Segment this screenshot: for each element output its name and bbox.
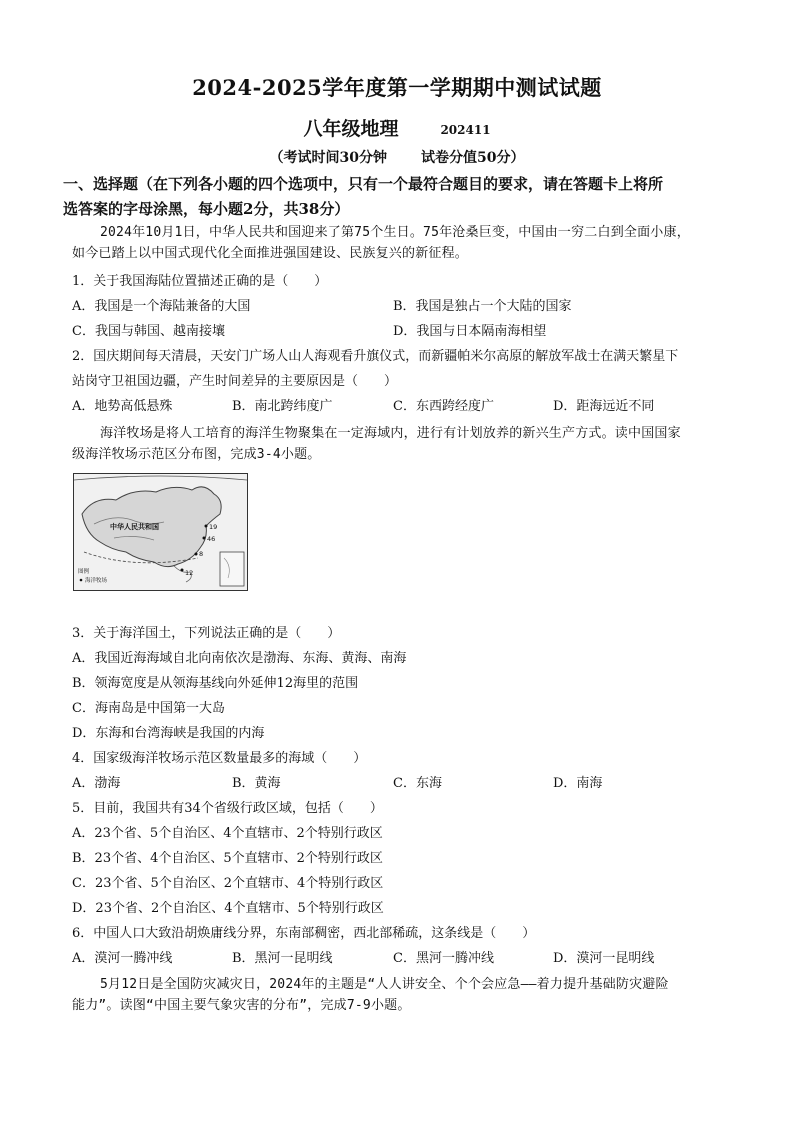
map-count-1: 19: [209, 523, 218, 531]
q4-stem: 4．国家级海洋牧场示范区数量最多的海域（ ）: [72, 751, 367, 766]
q5-option-c[interactable]: C．23个省、5个自治区、2个直辖市、4个特别行政区: [72, 876, 384, 891]
map-count-4: 12: [185, 569, 194, 577]
exam-info: [0, 147, 794, 167]
q1-option-b[interactable]: B．我国是独占一个大陆的国家: [393, 299, 572, 314]
q2-option-b[interactable]: B．南北跨纬度广: [232, 399, 333, 414]
intro3-line2: 能力”。读图“中国主要气象灾害的分布”，完成7-9小题。: [72, 998, 411, 1013]
q3-option-c[interactable]: C．海南岛是中国第一大岛: [72, 701, 225, 716]
q3-option-a[interactable]: A．我国近海海域自北向南依次是渤海、东海、黄海、南海: [72, 651, 407, 666]
map-count-2: 46: [207, 535, 216, 543]
section-heading: [63, 172, 733, 222]
q6-option-c[interactable]: C．黑河一腾冲线: [393, 951, 494, 966]
q2-option-d[interactable]: D．距海远近不同: [553, 399, 655, 414]
q5-option-d[interactable]: D．23个省、2个自治区、4个直辖市、5个特别行政区: [72, 901, 384, 916]
intro-paragraph-1: [72, 222, 728, 264]
subject-name: 八年级地理: [303, 118, 399, 140]
q4-option-b[interactable]: B．黄海: [232, 776, 281, 791]
q2-option-c[interactable]: C．东西跨经度广: [393, 399, 494, 414]
intro2-line1: 海洋牧场是将人工培育的海洋生物聚集在一定海域内，进行有计划放养的新兴生产方式。读中国国家: [100, 426, 681, 441]
q3-option-d[interactable]: D．东海和台湾海峡是我国的内海: [72, 726, 265, 741]
intro2-line2: 级海洋牧场示范区分布图，完成3-4小题。: [72, 447, 321, 462]
map-legend-title: 图例: [78, 569, 90, 575]
q2-option-a[interactable]: A．地势高低悬殊: [72, 399, 173, 414]
intro3-line1: 5月12日是全国防灾减灾日，2024年的主题是“人人讲安全、个个会应急——着力提升基础防灾避险: [100, 977, 669, 992]
exam-code: 202411: [440, 123, 491, 137]
q5-stem: 5．目前，我国共有34个省级行政区域，包括（ ）: [72, 801, 383, 816]
china-map-graphic: [74, 474, 247, 590]
intro1-line2: 如今已踏上以中国式现代化全面推进强国建设、民族复兴的新征程。: [72, 246, 469, 261]
q6-stem: 6．中国人口大致沿胡焕庸线分界，东南部稠密，西北部稀疏，这条线是（ ）: [72, 926, 536, 941]
q1-option-c[interactable]: C．我国与韩国、越南接壤: [72, 324, 225, 339]
intro-paragraph-3: [72, 974, 728, 1016]
subject-line: [0, 114, 794, 141]
exam-score: 试卷分值50分）: [421, 150, 525, 166]
q4-option-a[interactable]: A．渤海: [72, 776, 121, 791]
q2-stem-line1: 2．国庆期间每天清晨，天安门广场人山人海观看升旗仪式，而新疆帕米尔高原的解放军战士在满天繁星下: [72, 349, 679, 364]
map-legend-label: 海洋牧场: [85, 578, 108, 584]
q1-option-d[interactable]: D．我国与日本隔南海相望: [393, 324, 547, 339]
marine-ranch-map: [73, 473, 248, 591]
intro-paragraph-2: [72, 423, 728, 465]
map-count-3: 8: [199, 550, 204, 558]
q3-option-b[interactable]: B．领海宽度是从领海基线向外延伸12海里的范围: [72, 676, 359, 691]
q6-option-d[interactable]: D．漠河一昆明线: [553, 951, 655, 966]
section-heading-line2: 选答案的字母涂黑，每小题2分，共38分）: [63, 200, 350, 218]
q1-stem: 1．关于我国海陆位置描述正确的是（ ）: [72, 274, 328, 289]
map-country-label: 中华人民共和国: [110, 523, 159, 531]
q6-option-a[interactable]: A．漠河一腾冲线: [72, 951, 173, 966]
q1-option-a[interactable]: A．我国是一个海陆兼备的大国: [72, 299, 251, 314]
q5-option-b[interactable]: B．23个省、4个自治区、5个直辖市、2个特别行政区: [72, 851, 383, 866]
q3-stem: 3．关于海洋国土，下列说法正确的是（ ）: [72, 626, 341, 641]
q5-option-a[interactable]: A．23个省、5个自治区、4个直辖市、2个特别行政区: [72, 826, 383, 841]
q4-option-d[interactable]: D．南海: [553, 776, 603, 791]
exam-title: 2024-2025学年度第一学期期中测试试题: [192, 75, 602, 100]
q2-stem-line2: 站岗守卫祖国边疆，产生时间差异的主要原因是（ ）: [72, 374, 398, 389]
intro1-line1: 2024年10月1日，中华人民共和国迎来了第75个生日。75年沧桑巨变，中国由一穷二白到全面小康，: [100, 225, 690, 240]
section-heading-line1: 一、选择题（在下列各小题的四个选项中，只有一个最符合题目的要求，请在答题卡上将所: [63, 175, 664, 193]
exam-time: （考试时间30分钟: [269, 150, 387, 166]
q4-option-c[interactable]: C．东海: [393, 776, 442, 791]
q6-option-b[interactable]: B．黑河一昆明线: [232, 951, 333, 966]
map-legend-dot: [80, 579, 83, 582]
